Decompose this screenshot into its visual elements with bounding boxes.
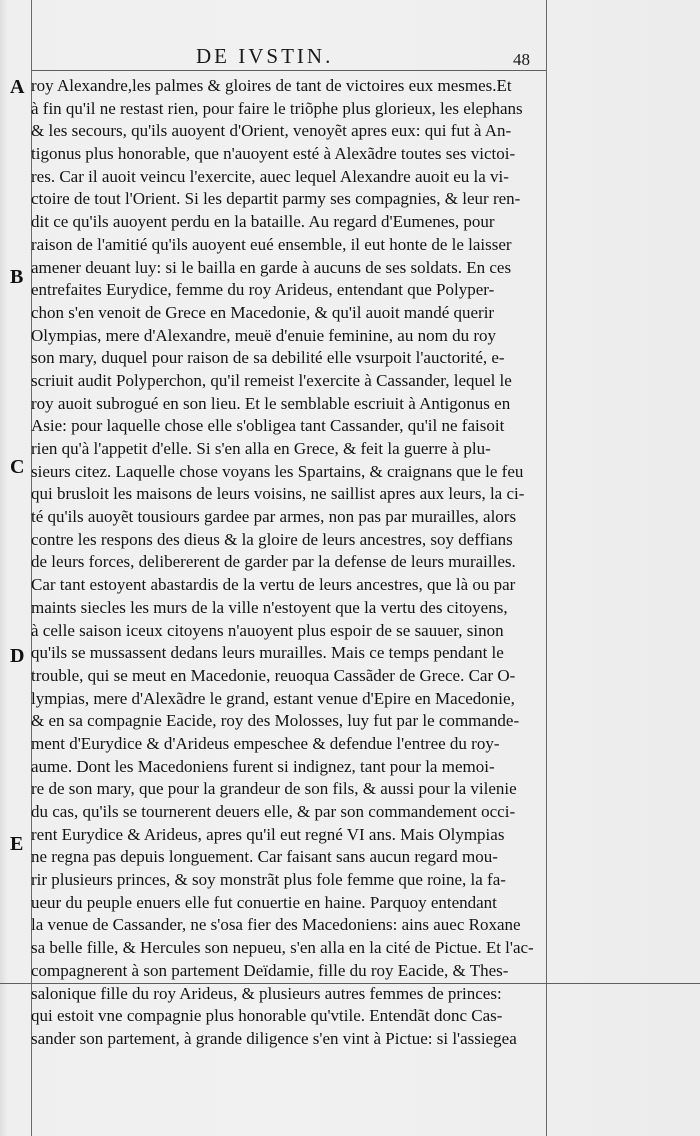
right-rule xyxy=(546,0,547,1136)
text-line: chon s'en venoit de Grece en Macedonie, & qu'il auoit mandé querir xyxy=(31,302,495,322)
margin-letter-c: C xyxy=(10,456,25,478)
text-line: rien qu'à l'appetit d'elle. Si s'en alla en Grece, & feit la guerre à plu- xyxy=(31,439,491,458)
margin-letter-b: B xyxy=(10,266,24,288)
text-line: à celle saison iceux citoyens n'auoyent plus espoir de se sauuer, sinon xyxy=(31,620,504,640)
text-line: roy Alexandre,les palmes & gloires de tant de victoires eux mesmes.Et xyxy=(31,76,512,95)
margin-letter-e: E xyxy=(10,833,24,855)
text-line: & les secours, qu'ils auoyent d'Orient, venoyẽt apres eux: qui fut à An- xyxy=(31,121,512,141)
text-line: trouble, qui se meut en Macedonie, reuoqua Cassãder de Grece. Car O- xyxy=(31,665,516,685)
text-line: qu'ils se mussassent dedans leurs murailles. Mais ce temps pendant le xyxy=(31,643,504,663)
text-line: tigonus plus honorable, que n'auoyent esté à Alexãdre toutes ses victoi- xyxy=(31,144,516,164)
text-line: ne regna pas depuis longuement. Car faisant sans aucun regard mou- xyxy=(31,847,498,867)
text-line: raison de l'amitié qu'ils auoyent eué ensemble, il eut honte de le laisser xyxy=(31,234,512,254)
text-line: & en sa compagnie Eacide, roy des Molosses, luy fut par le commande- xyxy=(31,711,520,731)
text-line: du cas, qu'ils se tournerent deuers elle, & par son commandement occi- xyxy=(31,802,516,821)
text-line: entrefaites Eurydice, femme du roy Arideus, entendant que Polyper- xyxy=(31,280,495,300)
text-line: res. Car il auoit veincu l'exercite, auec lequel Alexandre auoit eu la vi- xyxy=(31,166,509,186)
text-line: ueur du peuple enuers elle fut conuertie en haine. Parquoy entendant xyxy=(31,892,497,912)
text-line: amener deuant luy: si le bailla en garde à aucuns de ses soldats. En ces xyxy=(31,257,512,277)
text-line: compagnerent à son partement Deïdamie, fille du roy Eacide, & Thes- xyxy=(31,960,509,980)
text-line: sander son partement, à grande diligence s'en vint à Pictue: si l'assiegea xyxy=(31,1028,517,1048)
text-line: ment d'Eurydice & d'Arideus empeschee & defendue l'entree du roy- xyxy=(31,733,500,753)
text-line: aume. Dont les Macedoniens furent si indignez, tant pour la memoi- xyxy=(31,756,495,776)
text-line: rir plusieurs princes, & soy monstrãt plus fole femme que roine, la fa- xyxy=(31,870,506,890)
page-number: 48 xyxy=(513,50,530,69)
text-line: lympias, mere d'Alexãdre le grand, estant venue d'Epire en Macedonie, xyxy=(31,688,515,708)
header-rule xyxy=(31,70,546,71)
text-line: scriuit audit Polyperchon, qu'il remeist l'exercite à Cassander, lequel le xyxy=(31,370,512,390)
text-line: la venue de Cassander, ne s'osa fier des Macedoniens: ains auec Roxane xyxy=(31,915,521,935)
text-line: qui brusloit les maisons de leurs voisins, ne saillist apres aux leurs, la ci- xyxy=(31,484,525,504)
text-line: re de son mary, que pour la grandeur de son fils, & aussi pour la vilenie xyxy=(31,779,517,799)
running-title: DE IVSTIN. xyxy=(196,44,334,68)
text-line: ctoire de tout l'Orient. Si les departit parmy ses compagnies, & leur ren- xyxy=(31,189,521,209)
text-line: Asie: pour laquelle chose elle s'obligea tant Cassander, qu'il ne faisoit xyxy=(31,416,505,436)
text-line: à fin qu'il ne restast rien, pour faire le triõphe plus glorieux, les elephans xyxy=(31,98,523,118)
margin-letter-d: D xyxy=(10,645,25,667)
text-line: sieurs citez. Laquelle chose voyans les Spartains, & craignans que le feu xyxy=(31,461,524,481)
text-line: maints siecles les murs de la ville n'estoyent que la vertu des citoyens, xyxy=(31,597,508,617)
text-line: Olympias, mere d'Alexandre, meuë d'enuie feminine, au nom du roy xyxy=(31,325,496,345)
text-line: rent Eurydice & Arideus, apres qu'il eut regné VI ans. Mais Olympias xyxy=(31,824,505,844)
text-line: roy auoit subrogué en son lieu. Et le semblable escriuit à Antigonus en xyxy=(31,393,511,413)
text-line: sa belle fille, & Hercules son nepueu, s'en alla en la cité de Pictue. Et l'ac- xyxy=(31,938,534,958)
margin-letter-a: A xyxy=(10,76,25,98)
text-line: té qu'ils auoyẽt tousiours gardee par armes, non pas par murailles, alors xyxy=(31,507,517,527)
text-line: qui estoit vne compagnie plus honorable qu'vtile. Entendãt donc Cas- xyxy=(31,1006,503,1026)
text-line: Car tant estoyent abastardis de la vertu de leurs ancestres, que là ou par xyxy=(31,575,516,595)
text-line: salonique fille du roy Arideus, & plusieurs autres femmes de princes: xyxy=(31,983,502,1003)
text-line: contre les respons des dieus & la gloire de leurs ancestres, soy deffians xyxy=(31,529,513,549)
text-line: son mary, duquel pour raison de sa debilité elle vsurpoit l'auctorité, e- xyxy=(31,348,505,368)
text-line: de leurs forces, delibererent de garder par la defense de leurs murailles. xyxy=(31,552,516,572)
text-line: dit ce qu'ils auoyent perdu en la bataille. Au regard d'Eumenes, pour xyxy=(31,212,495,232)
body-text xyxy=(31,75,541,1051)
